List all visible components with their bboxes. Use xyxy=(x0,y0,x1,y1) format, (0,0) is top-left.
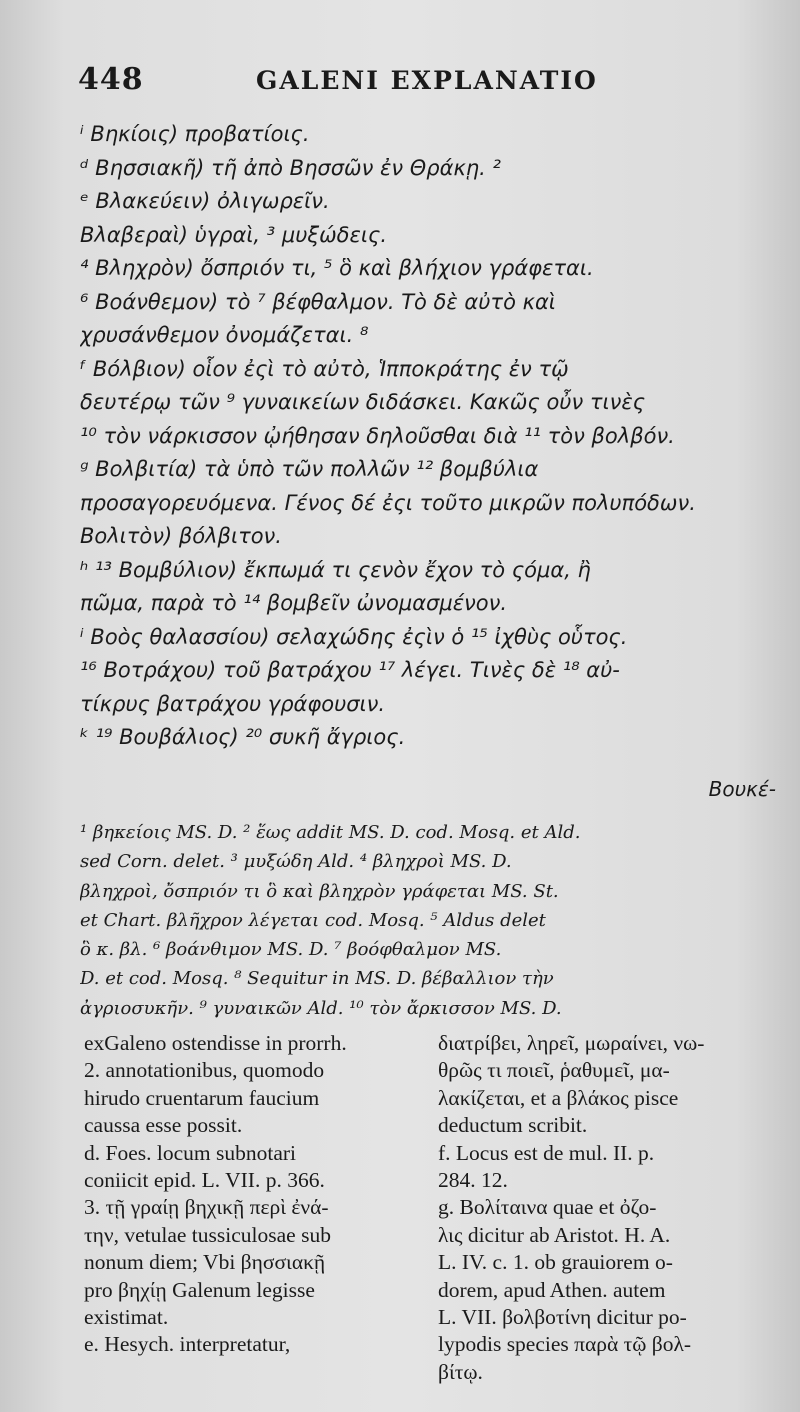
note-line: την, vetulae tussiculosae sub xyxy=(84,1222,331,1247)
glossary-line: Βλαβεραὶ) ὑγραὶ, ³ μυξώδεις. xyxy=(80,222,387,247)
glossary-entries xyxy=(80,118,770,755)
note-line: L. VII. βολβοτίνη dicitur po- xyxy=(438,1304,687,1329)
page-header xyxy=(78,62,778,102)
glossary-line: δευτέρῳ τῶν ⁹ γυναικείων διδάσκει. Κακῶς οὖν τινὲς xyxy=(80,390,646,414)
notes-left-column xyxy=(84,1030,422,1359)
note-line: hirudo cruentarum faucium xyxy=(84,1085,320,1110)
note-line: pro βηχίῃ Galenum legisse xyxy=(84,1277,315,1302)
glossary-line: ᵍ Βολβιτία) τὰ ὑπὸ τῶν πολλῶν ¹² βομβύλια xyxy=(80,457,539,481)
note-line: e. Hesych. interpretatur, xyxy=(84,1332,291,1357)
glossary-line: ʰ ¹³ Βομβύλιον) ἔκπωμά τι ςενὸν ἔχον τὸ ςόμα, ἢ xyxy=(80,557,591,582)
glossary-line: ¹⁰ τὸν νάρκισσον ᾠήθησαν δηλοῦσθαι διὰ ¹¹ τὸν βολβόν. xyxy=(80,423,675,448)
note-line: existimat. xyxy=(84,1304,169,1329)
note-line: caussa esse possit. xyxy=(84,1113,243,1138)
glossary-line: ¹⁶ Βοτράχου) τοῦ βατράχου ¹⁷ λέγει. Τινὲς δὲ ¹⁸ αὐ- xyxy=(80,658,620,682)
note-line: dorem, apud Athen. autem xyxy=(438,1277,666,1302)
glossary-line: ⁶ Βοάνθεμον) τὸ ⁷ βέφθαλμον. Τὸ δὲ αὐτὸ καὶ xyxy=(80,289,556,314)
glossary-line: ᵈ Βησσιακῆ) τῆ ἀπὸ Βησσῶν ἐν Θράκῃ. ² xyxy=(80,155,501,180)
note-line: f. Locus est de mul. II. p. xyxy=(438,1140,655,1165)
note-line: διατρίβει, ληρεῖ, μωραίνει, νω- xyxy=(438,1031,705,1055)
glossary-line: προσαγορευόμενα. Γένος δέ ἐςι τοῦτο μικρῶν πολυπόδων. xyxy=(80,490,696,515)
glossary-line: Βολιτὸν) βόλβιτον. xyxy=(80,524,282,548)
glossary-line: πῶμα, παρὰ τὸ ¹⁴ βομβεῖν ὠνομασμένον. xyxy=(80,591,508,615)
note-line: exGaleno ostendisse in prorrh. xyxy=(84,1031,347,1055)
catchword: Βουκέ- xyxy=(708,777,776,801)
page-number: 448 xyxy=(78,62,144,97)
glossary-line: ⁱ Βηκίοις) προβατίοις. xyxy=(80,122,310,146)
glossary-line: ᶠ Βόλβιον) οἷον ἐςὶ τὸ αὐτὸ, Ἱπποκράτης ἐν τῷ xyxy=(80,356,569,381)
glossary-line: ⁱ Βοὸς θαλασσίου) σελαχώδης ἐςὶν ὁ ¹⁵ ἰχθὺς οὗτος. xyxy=(80,624,628,649)
variant-readings xyxy=(80,818,770,1023)
note-line: θρῶς τι ποιεῖ, ῥαθυμεῖ, μα- xyxy=(438,1058,670,1083)
note-line: deductum scribit. xyxy=(438,1113,588,1138)
variant-line: ὃ κ. βλ. ⁶ βοάνθιμον MS. D. ⁷ βοόφθαλμον MS. xyxy=(80,939,502,961)
note-line: 2. annotationibus, quomodo xyxy=(84,1058,325,1083)
note-line: βίτῳ. xyxy=(438,1359,483,1384)
note-line: 3. τῇ γραίῃ βηχικῇ περὶ ἐνά- xyxy=(84,1195,329,1220)
note-line: λακίζεται, et a βλάκος pisce xyxy=(438,1085,679,1110)
variant-line: ¹ βηκείοις MS. D. ² ἕως addit MS. D. cod. Mosq. et Ald. xyxy=(80,822,581,843)
variant-line: et Chart. βλῆχρον λέγεται cod. Mosq. ⁵ Aldus delet xyxy=(80,909,546,931)
note-line: λις dicitur ab Aristot. H. A. xyxy=(438,1222,671,1247)
running-title: GALENI EXPLANATIO xyxy=(256,66,598,95)
glossary-line: ⁴ Βληχρὸν) ὄσπριόν τι, ⁵ ὃ καὶ βλήχιον γράφεται. xyxy=(80,256,594,280)
note-line: 284. 12. xyxy=(438,1167,508,1192)
glossary-line: ᵏ ¹⁹ Βουβάλιος) ²⁰ συκῆ ἄγριος. xyxy=(80,725,406,749)
glossary-line: τίκρυς βατράχου γράφουσιν. xyxy=(80,691,386,716)
variant-line: ἀγριοσυκῆν. ⁹ γυναικῶν Ald. ¹⁰ τὸν ἄρκισσον MS. D. xyxy=(80,997,562,1019)
note-line: coniicit epid. L. VII. p. 366. xyxy=(84,1167,325,1192)
note-line: d. Foes. locum subnotari xyxy=(84,1140,296,1165)
variant-line: D. et cod. Mosq. ⁸ Sequitur in MS. D. βέβαλλιον τὴν xyxy=(80,968,554,990)
notes-right-column xyxy=(438,1030,778,1386)
glossary-line: χρυσάνθεμον ὀνομάζεται. ⁸ xyxy=(80,323,369,347)
glossary-line: ᵉ Βλακεύειν) ὀλιγωρεῖν. xyxy=(80,189,330,213)
variant-line: βληχροὶ, ὄσπριόν τι ὃ καὶ βληχρὸν γράφεται MS. St. xyxy=(80,880,559,902)
variant-line: sed Corn. delet. ³ μυξώδη Ald. ⁴ βληχροὶ MS. D. xyxy=(80,851,512,873)
note-line: g. Βολίταινα quae et ὀζο- xyxy=(438,1195,657,1220)
note-line: L. IV. c. 1. ob grauiorem o- xyxy=(438,1250,673,1275)
note-line: nonum diem; Vbi βησσιακῇ xyxy=(84,1250,326,1275)
note-line: lypodis species παρὰ τῷ βολ- xyxy=(438,1332,692,1357)
